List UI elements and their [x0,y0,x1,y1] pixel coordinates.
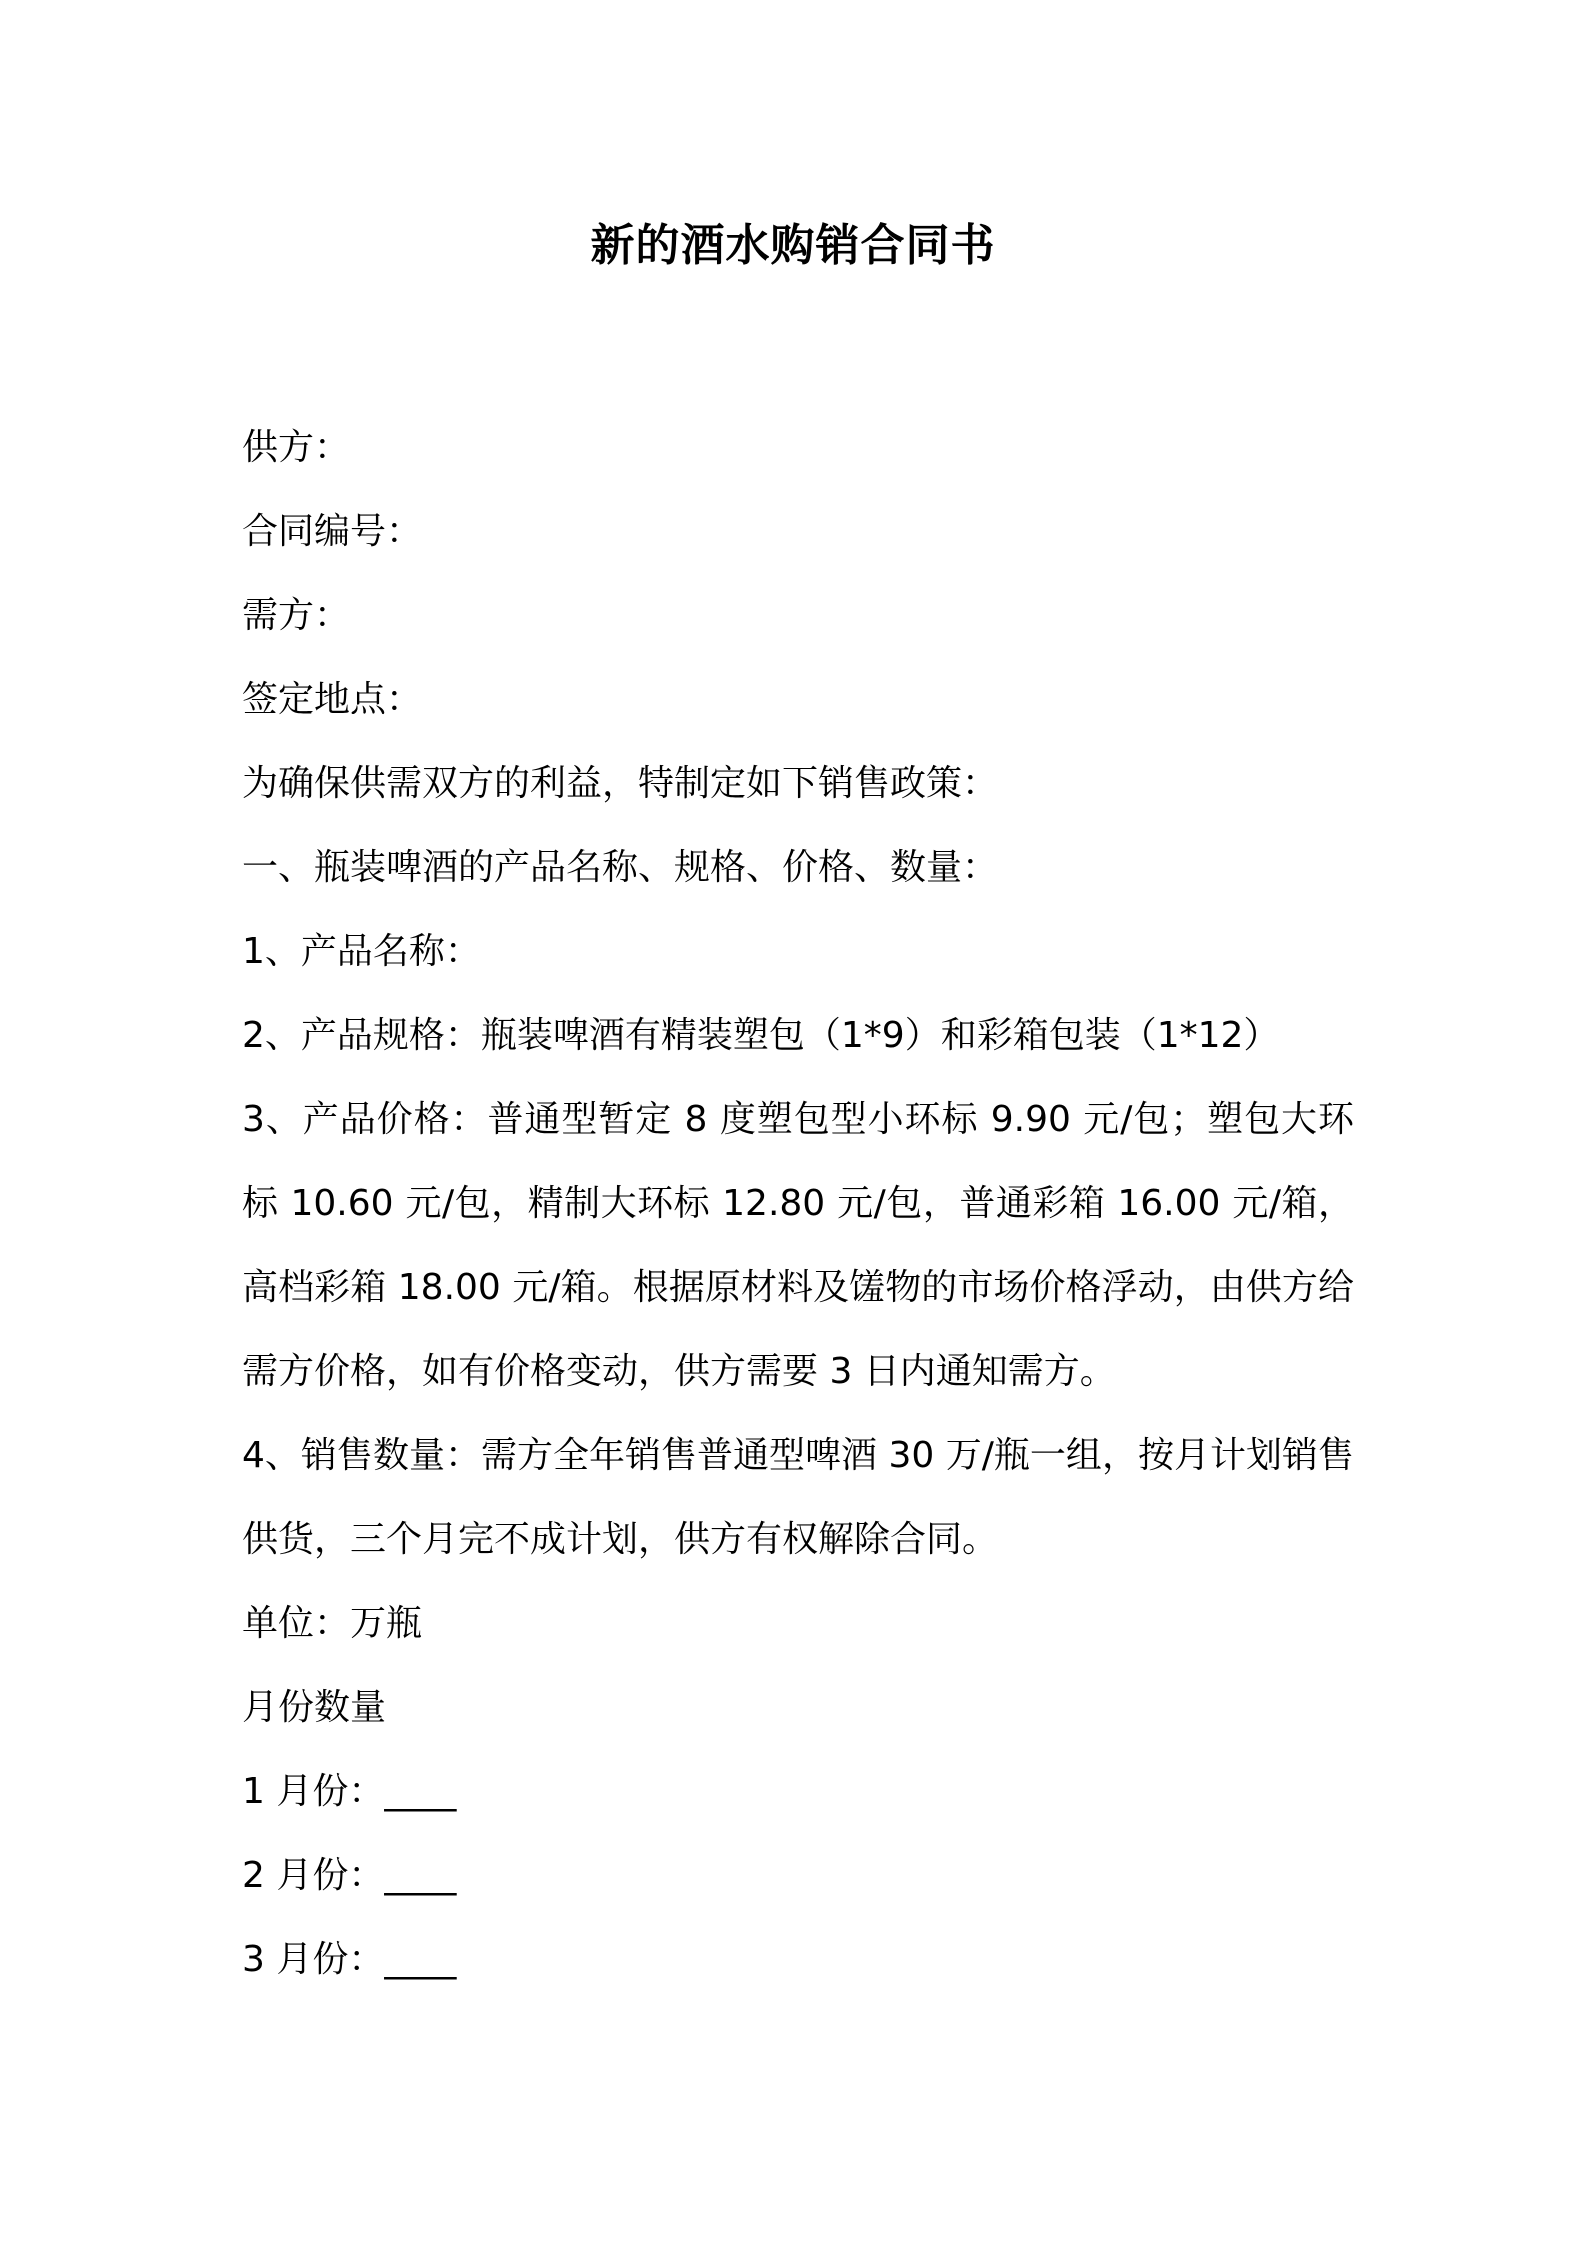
contract-number-line: 合同编号： [242,511,423,552]
month-2-line: 2 月份：____ [242,1855,457,1896]
buyer-line: 需方： [242,595,351,636]
unit-line: 单位：万瓶 [242,1603,423,1644]
month-quantity-heading: 月份数量 [242,1687,387,1728]
month-1-line: 1 月份：____ [242,1771,457,1812]
clause-sales-quantity: 4、销售数量：需方全年销售普通型啤酒 30 万/瓶一组，按月计划销售供货，三个月完不成计划，供方有权解除合同。 [242,1435,1354,1560]
document-body [242,406,1354,2002]
clause-product-spec: 2、产品规格：瓶装啤酒有精装塑包（1*9）和彩箱包装（1*12） [242,1015,1280,1056]
document-title: 新的酒水购销合同书 [590,220,996,271]
signing-location-line: 签定地点： [242,679,423,720]
clause-product-price: 3、产品价格：普通型暂定 8 度塑包型小环标 9.90 元/包；塑包大环标 10.60 元/包，精制大环标 12.80 元/包，普通彩箱 16.00 元/箱，高档彩箱 18.00 元/箱。根据原材料及馐物的市场价格浮动，由供方给需方价格，如有价格变动，供方需要 3 日内通知需方。 [242,1099,1354,1392]
section-heading-1: 一、瓶装啤酒的产品名称、规格、价格、数量： [242,847,999,888]
clause-product-name: 1、产品名称： [242,931,481,972]
month-3-line: 3 月份：____ [242,1939,457,1980]
policy-intro-paragraph: 为确保供需双方的利益，特制定如下销售政策： [242,763,999,804]
supplier-line: 供方： [242,427,351,468]
